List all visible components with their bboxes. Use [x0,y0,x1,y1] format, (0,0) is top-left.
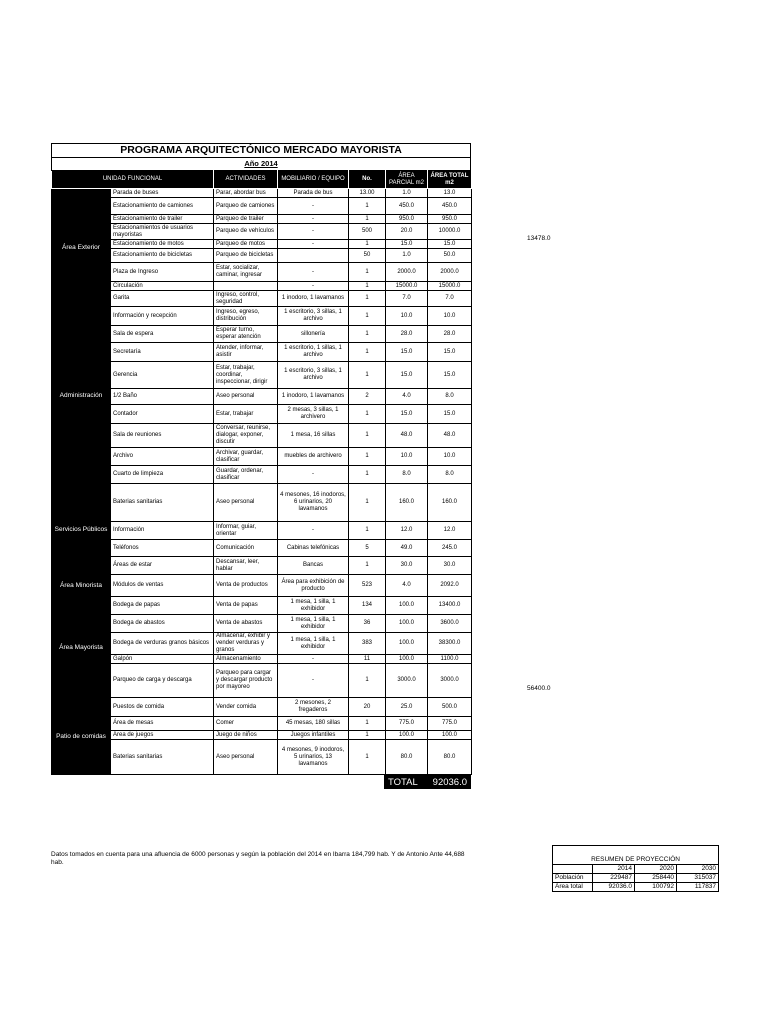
actividades-cell [214,282,278,291]
mobiliario-cell: Área para exhibición de producto [278,575,349,597]
group-label: Patio de comidas [52,698,111,775]
summary-row-label: Área total [553,883,593,892]
no-cell: 1 [349,731,386,740]
unidad-cell: Estacionamientos de usuarios mayoristas [111,224,214,240]
actividades-cell: Almacenamiento [214,655,278,664]
area-parcial-cell: 15.0 [386,240,428,249]
no-cell: 1 [349,263,386,282]
mobiliario-cell: - [278,664,349,698]
table-row [52,343,472,362]
no-cell: 1 [349,343,386,362]
unidad-cell: Galpón [111,655,214,664]
mobiliario-cell: 1 inodoro, 1 lavamanos [278,291,349,307]
table-row [52,224,472,240]
header-mobiliario: MOBILIARIO / EQUIPO [278,171,349,189]
table-row [52,717,472,731]
mobiliario-cell: 1 inodoro, 1 lavamanos [278,389,349,405]
no-cell: 1 [349,557,386,575]
table-row [52,240,472,249]
mobiliario-cell: - [278,466,349,484]
header-area-total: ÁREA TOTAL m2 [428,171,472,189]
unidad-cell: Sala de espera [111,326,214,343]
unidad-cell: Bodega de abastos [111,615,214,633]
mobiliario-cell: Juegos infantiles [278,731,349,740]
table-row [52,448,472,466]
no-cell: 1 [349,717,386,731]
area-parcial-cell: 15000.0 [386,282,428,291]
no-cell: 1 [349,362,386,389]
area-total-cell: 15.0 [428,362,472,389]
area-total-cell: 2092.0 [428,575,472,597]
area-parcial-cell: 25.0 [386,698,428,717]
summary-corner [553,865,593,874]
actividades-cell: Estar, trabajar, coordinar, inspeccionar, dirigir [214,362,278,389]
area-total-cell: 13.0 [428,189,472,198]
area-total-cell: 950.0 [428,215,472,224]
table-row [52,291,472,307]
actividades-cell: Archivar, guardar, clasificar [214,448,278,466]
area-parcial-cell: 28.0 [386,326,428,343]
area-total-cell: 10.0 [428,448,472,466]
area-total-cell: 8.0 [428,466,472,484]
actividades-cell: Venta de papas [214,597,278,615]
mobiliario-cell: - [278,282,349,291]
table-row [52,557,472,575]
area-total-cell: 100.0 [428,731,472,740]
actividades-cell: Aseo personal [214,389,278,405]
unidad-cell: Baterias sanitarias [111,740,214,775]
unidad-cell: Garita [111,291,214,307]
summary-row-area-total [553,883,719,892]
area-total-cell: 15.0 [428,343,472,362]
actividades-cell: Almacenar, exhibir y vender verduras y granos [214,633,278,655]
no-cell: 134 [349,597,386,615]
area-total-cell: 1100.0 [428,655,472,664]
total-row [51,775,471,789]
mobiliario-cell: 1 mesa, 1 silla, 1 exhibidor [278,633,349,655]
area-total-cell: 38300.0 [428,633,472,655]
header-no: No. [349,171,386,189]
area-total-cell: 3600.0 [428,615,472,633]
summary-value: 92036.0 [593,883,635,892]
area-parcial-cell: 3000.0 [386,664,428,698]
area-total-cell: 245.0 [428,540,472,557]
mobiliario-cell: 1 escritorio, 1 sillas, 1 archivo [278,343,349,362]
no-cell: 1 [349,424,386,448]
mobiliario-cell: Cabinas telefónicas [278,540,349,557]
area-parcial-cell: 4.0 [386,575,428,597]
table-row [52,740,472,775]
no-cell: 1 [349,405,386,424]
header-area-parcial: ÁREA PARCIAL m2 [386,171,428,189]
unidad-cell: Información y recepción [111,307,214,326]
area-parcial-cell: 12.0 [386,522,428,540]
unidad-cell: 1/2 Baño [111,389,214,405]
sheet-year: Año 2014 [51,157,471,170]
unidad-cell: Cuarto de limpieza [111,466,214,484]
area-total-cell: 10.0 [428,307,472,326]
no-cell: 1 [349,522,386,540]
table-row [52,484,472,522]
table-header-row [52,171,472,189]
actividades-cell: Conversar, reunirse, dialogar, exponer, discutir [214,424,278,448]
unidad-cell: Bodega de verduras granos básicos [111,633,214,655]
area-total-cell: 28.0 [428,326,472,343]
actividades-cell: Aseo personal [214,740,278,775]
table-row [52,633,472,655]
actividades-cell: Esperar turno, esperar atención [214,326,278,343]
header-unidad: UNIDAD FUNCIONAL [52,171,214,189]
area-total-cell: 48.0 [428,424,472,448]
area-total-cell: 50.0 [428,249,472,263]
actividades-cell: Parqueo de vehículos [214,224,278,240]
area-parcial-cell: 10.0 [386,448,428,466]
unidad-cell: Estacionamiento de trailer [111,215,214,224]
actividades-cell: Descansar, leer, hablar [214,557,278,575]
table-row [52,664,472,698]
actividades-cell: Comunicación [214,540,278,557]
area-total-cell: 500.0 [428,698,472,717]
area-total-cell: 10000.0 [428,224,472,240]
actividades-cell: Parqueo para cargar y descargar producto por mayoreo [214,664,278,698]
no-cell: 1 [349,466,386,484]
no-cell: 1 [349,326,386,343]
unidad-cell: Puestos de comida [111,698,214,717]
mobiliario-cell: - [278,215,349,224]
area-parcial-cell: 15.0 [386,362,428,389]
group-label: Área Mayorista [52,597,111,698]
no-cell: 1 [349,240,386,249]
mobiliario-cell: muebles de archivero [278,448,349,466]
mobiliario-cell: - [278,655,349,664]
group-label: Servicios Públicos [52,484,111,575]
unidad-cell: Estacionamiento de camiones [111,198,214,215]
area-parcial-cell: 48.0 [386,424,428,448]
area-total-cell: 2000.0 [428,263,472,282]
table-row [52,263,472,282]
table-row [52,189,472,198]
mobiliario-cell: - [278,224,349,240]
area-total-cell: 15.0 [428,405,472,424]
actividades-cell: Comer [214,717,278,731]
summary-value: 100792 [635,883,677,892]
mobiliario-cell: - [278,198,349,215]
summary-year: 2014 [593,865,635,874]
actividades-cell: Guardar, ordenar, clasificar [214,466,278,484]
unidad-cell: Área de juegos [111,731,214,740]
area-total-cell: 15000.0 [428,282,472,291]
area-parcial-cell: 80.0 [386,740,428,775]
actividades-cell: Ingreso, control, seguridad [214,291,278,307]
mobiliario-cell: - [278,263,349,282]
no-cell: 1 [349,448,386,466]
area-parcial-cell: 450.0 [386,198,428,215]
table-row [52,405,472,424]
table-row [52,522,472,540]
summary-year: 2020 [635,865,677,874]
area-total-cell: 30.0 [428,557,472,575]
area-parcial-cell: 100.0 [386,597,428,615]
no-cell: 36 [349,615,386,633]
area-parcial-cell: 2000.0 [386,263,428,282]
area-parcial-cell: 100.0 [386,615,428,633]
area-parcial-cell: 160.0 [386,484,428,522]
actividades-cell: Atender, informar, asistir [214,343,278,362]
summary-value: 315037 [677,874,719,883]
summary-value: 229487 [593,874,635,883]
unidad-cell: Módulos de ventas [111,575,214,597]
area-parcial-cell: 7.0 [386,291,428,307]
program-sheet [51,143,471,789]
actividades-cell: Parqueo de camiones [214,198,278,215]
area-total-cell: 15.0 [428,240,472,249]
total-value: 92036.0 [432,776,467,788]
area-total-cell: 13400.0 [428,597,472,615]
total-box [384,775,471,789]
mobiliario-cell: 1 escritorio, 3 sillas, 1 archivo [278,362,349,389]
actividades-cell: Juego de niños [214,731,278,740]
actividades-cell: Estar, socializar, caminar, ingresar [214,263,278,282]
summary-year-row [553,865,719,874]
program-table [51,170,472,775]
table-row [52,615,472,633]
summary-row-label: Población [553,874,593,883]
table-row [52,198,472,215]
table-row [52,731,472,740]
unidad-cell: Parada de buses [111,189,214,198]
area-total-cell: 7.0 [428,291,472,307]
mobiliario-cell: 2 mesones, 2 fregaderos [278,698,349,717]
no-cell: 523 [349,575,386,597]
mobiliario-cell: 1 mesa, 1 silla, 1 exhibidor [278,615,349,633]
mobiliario-cell: 4 mesones, 16 inodoros, 6 urinarios, 20 lavamanos [278,484,349,522]
unidad-cell: Circulación [111,282,214,291]
footnote: Datos tomados en cuenta para una afluencia de 6000 personas y según la población del 2014 en Ibarra 184,799 hab. Y de Antonio Ante 44,688 hab. [51,851,465,866]
no-cell: 1 [349,291,386,307]
actividades-cell: Parqueo de motos [214,240,278,249]
mobiliario-cell: - [278,240,349,249]
actividades-cell: Parqueo de trailer [214,215,278,224]
unidad-cell: Estacionamiento de bicicletas [111,249,214,263]
area-parcial-cell: 30.0 [386,557,428,575]
area-parcial-cell: 10.0 [386,307,428,326]
summary-title: RESUMEN DE PROYECCIÓN [553,846,719,865]
actividades-cell: Parar, abordar bus [214,189,278,198]
mobiliario-cell: 1 mesa, 1 silla, 1 exhibidor [278,597,349,615]
unidad-cell: Archivo [111,448,214,466]
projection-summary-table [552,845,719,892]
header-actividades: ACTIVIDADES [214,171,278,189]
area-parcial-cell: 15.0 [386,405,428,424]
table-row [52,326,472,343]
area-total-cell: 8.0 [428,389,472,405]
mobiliario-cell: 2 mesas, 3 sillas, 1 archivero [278,405,349,424]
unidad-cell: Contador [111,405,214,424]
no-cell: 2 [349,389,386,405]
actividades-cell: Informar, guiar, orientar [214,522,278,540]
area-total-cell: 775.0 [428,717,472,731]
no-cell: 383 [349,633,386,655]
total-label: TOTAL [388,776,418,788]
table-row [52,362,472,389]
area-parcial-cell: 1.0 [386,189,428,198]
summary-value: 258440 [635,874,677,883]
no-cell: 1 [349,740,386,775]
unidad-cell: Parqueo de carga y descarga [111,664,214,698]
mobiliario-cell: 45 mesas, 180 sillas [278,717,349,731]
area-parcial-cell: 15.0 [386,343,428,362]
unidad-cell: Áreas de estar [111,557,214,575]
area-total-cell: 12.0 [428,522,472,540]
table-row [52,249,472,263]
area-parcial-cell: 100.0 [386,655,428,664]
actividades-cell: Venta de abastos [214,615,278,633]
table-row [52,282,472,291]
unidad-cell: Gerencia [111,362,214,389]
table-row [52,307,472,326]
subtotal-area-exterior: 13478.0 [527,235,551,242]
table-row [52,466,472,484]
area-total-cell: 160.0 [428,484,472,522]
unidad-cell: Baterias sanitarias [111,484,214,522]
area-parcial-cell: 49.0 [386,540,428,557]
mobiliario-cell: 1 mesa, 16 sillas [278,424,349,448]
area-parcial-cell: 950.0 [386,215,428,224]
no-cell: 1 [349,307,386,326]
table-row [52,575,472,597]
no-cell: 5 [349,540,386,557]
table-row [52,597,472,615]
actividades-cell: Vender comida [214,698,278,717]
sheet-title: PROGRAMA ARQUITECTÓNICO MERCADO MAYORISTA [51,143,471,157]
unidad-cell: Teléfonos [111,540,214,557]
actividades-cell: Estar, trabajar [214,405,278,424]
mobiliario-cell [278,249,349,263]
mobiliario-cell: - [278,522,349,540]
no-cell: 11 [349,655,386,664]
no-cell: 500 [349,224,386,240]
table-row [52,655,472,664]
unidad-cell: Sala de reuniones [111,424,214,448]
actividades-cell: Aseo personal [214,484,278,522]
mobiliario-cell: Bancas [278,557,349,575]
actividades-cell: Parqueo de bicicletas [214,249,278,263]
summary-year: 2030 [677,865,719,874]
unidad-cell: Estacionamiento de motos [111,240,214,249]
no-cell: 1 [349,282,386,291]
actividades-cell: Venta de productos [214,575,278,597]
table-row [52,540,472,557]
no-cell: 1 [349,664,386,698]
no-cell: 13.00 [349,189,386,198]
area-parcial-cell: 8.0 [386,466,428,484]
subtotal-area-mayorista: 56400.0 [527,685,551,692]
group-label: Área Minorista [52,575,111,597]
unidad-cell: Secretaría [111,343,214,362]
area-parcial-cell: 100.0 [386,731,428,740]
no-cell: 1 [349,198,386,215]
area-parcial-cell: 1.0 [386,249,428,263]
no-cell: 50 [349,249,386,263]
unidad-cell: Información [111,522,214,540]
table-row [52,698,472,717]
table-row [52,389,472,405]
group-label: Administración [52,307,111,484]
no-cell: 1 [349,484,386,522]
area-total-cell: 450.0 [428,198,472,215]
mobiliario-cell: 4 mesones, 9 inodoros, 5 urinarios, 13 lavamanos [278,740,349,775]
area-total-cell: 3000.0 [428,664,472,698]
mobiliario-cell: 1 escritorio, 3 sillas, 1 archivo [278,307,349,326]
area-parcial-cell: 775.0 [386,717,428,731]
unidad-cell: Área de mesas [111,717,214,731]
area-parcial-cell: 100.0 [386,633,428,655]
summary-value: 117837 [677,883,719,892]
no-cell: 1 [349,215,386,224]
area-total-cell: 80.0 [428,740,472,775]
mobiliario-cell: sillonería [278,326,349,343]
area-parcial-cell: 20.0 [386,224,428,240]
no-cell: 20 [349,698,386,717]
table-row [52,215,472,224]
unidad-cell: Bodega de papas [111,597,214,615]
unidad-cell: Plaza de Ingreso [111,263,214,282]
summary-row-poblacion [553,874,719,883]
actividades-cell: Ingreso, egreso, distribución [214,307,278,326]
group-label: Área Exterior [52,189,111,307]
table-row [52,424,472,448]
mobiliario-cell: Parada de bus [278,189,349,198]
area-parcial-cell: 4.0 [386,389,428,405]
